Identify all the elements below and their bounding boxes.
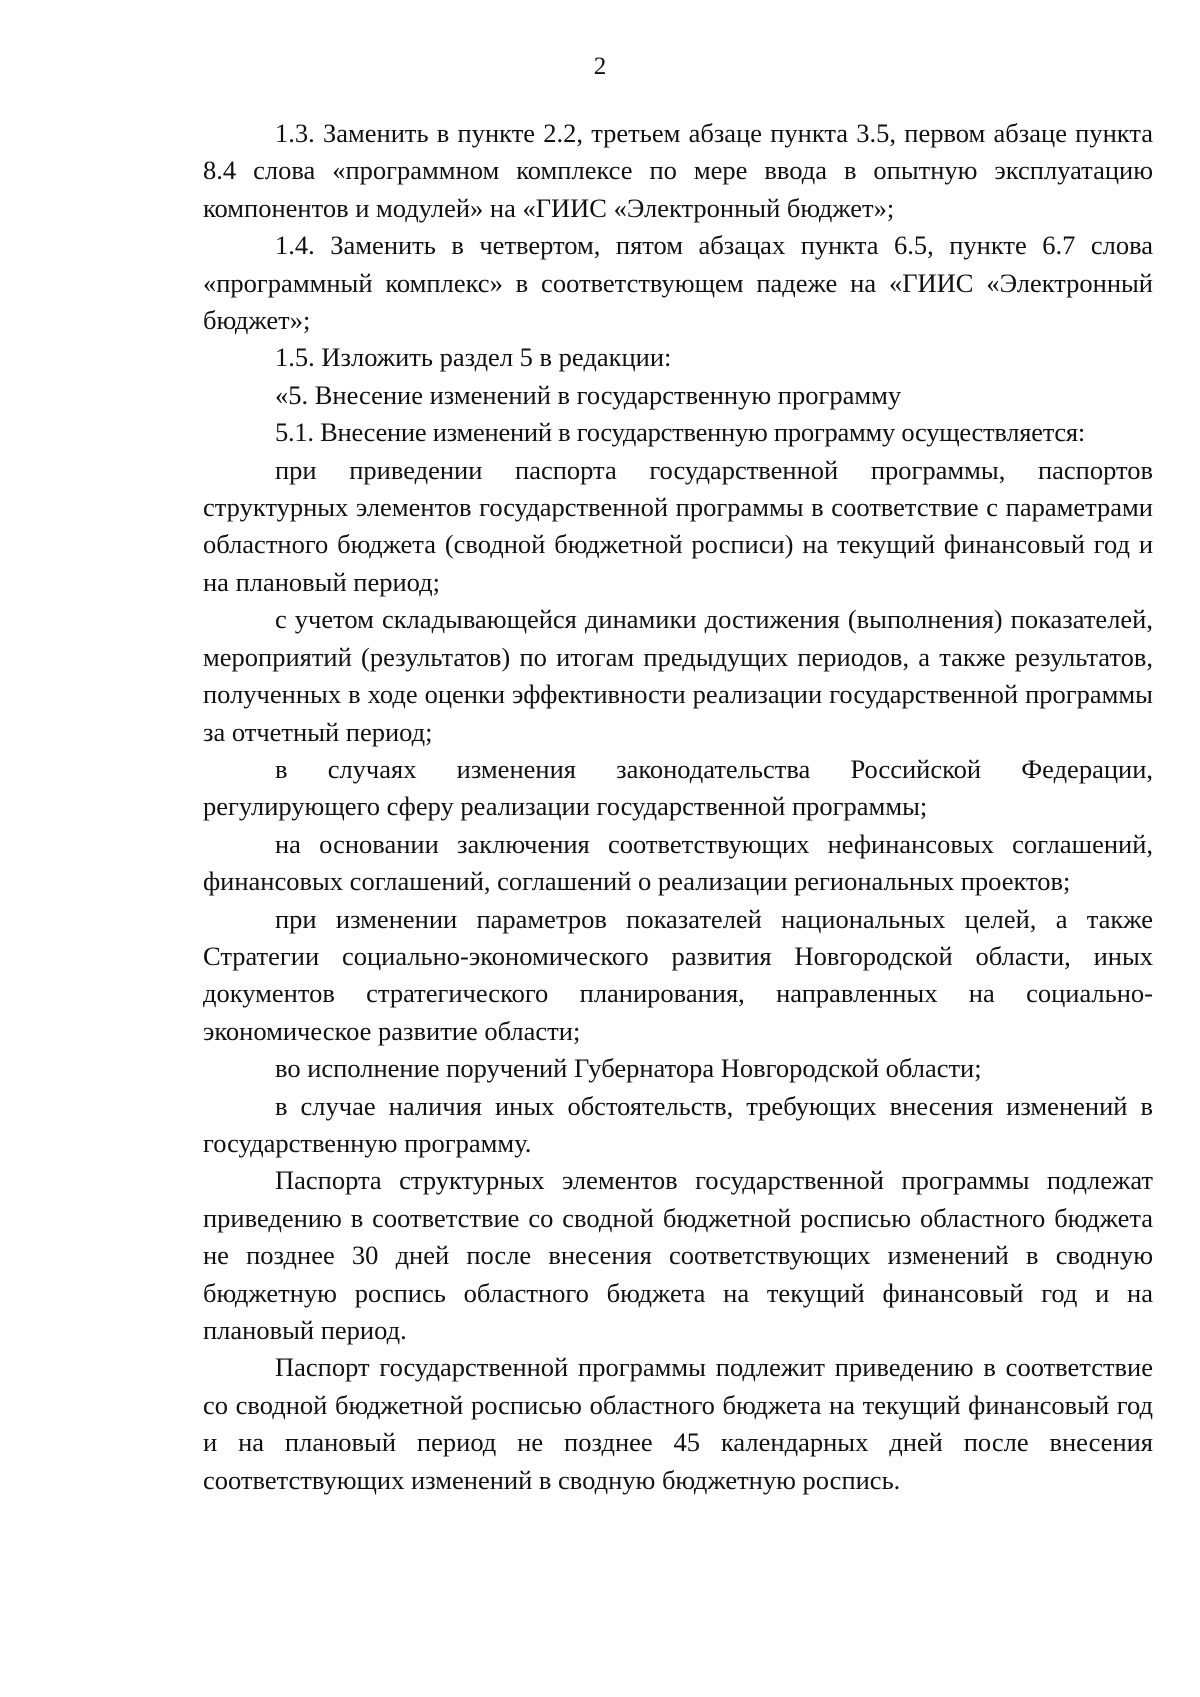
paragraph-program-passport: Паспорт государственной программы подлежит приведению в соответствие со сводной бюджетной росписью областного бюджета на текущий финансовый год и на плановый период не позднее 45 календарных дней после внесения соответствующих изменений в сводную бюджетную роспись. [203,1352,1153,1495]
section-5-heading: «5. Внесение изменений в государственную программу [275,379,902,410]
paragraph-5-1: 5.1. Внесение изменений в государственную программу осуществляется: [275,417,1085,448]
list-item-passport-alignment: при приведении паспорта государственной программы, паспортов структурных элементов государственной программы в соответствие с параметрами областного бюджета (сводной бюджетной росписи) на текущий финансовый год и на плановый период; [203,454,1153,597]
paragraph-1-4: 1.4. Заменить в четвертом, пятом абзацах пункта 6.5, пункте 6.7 слова «программный комплекс» в соответствующем падеже на «ГИИС «Электронный бюджет»; [203,230,1153,336]
list-item-other-circumstances: в случае наличия иных обстоятельств, требующих внесения изменений в государственную программу. [203,1090,1153,1158]
list-item-agreements: на основании заключения соответствующих нефинансовых соглашений, финансовых соглашений, соглашений о реализации региональных проектов; [203,828,1153,897]
list-item-legislation-change: в случаях изменения законодательства Российской Федерации, регулирующего сферу реализации государственной программы; [203,753,1153,822]
list-item-national-goals: при изменении параметров показателей национальных целей, а также Стратегии социально-экономического развития Новгородской области, иных документов стратегического планирования, направленных на социально-экономическое развитие области; [203,903,1153,1046]
paragraph-structural-passports: Паспорта структурных элементов государственной программы подлежат приведению в соответствие со сводной бюджетной росписью областного бюджета не позднее 30 дней после внесения соответствующих изменений в сводную бюджетную роспись областного бюджета на текущий финансовый год и на плановый период. [203,1165,1153,1345]
list-item-governor-orders: во исполнение поручений Губернатора Новгородской области; [275,1053,982,1084]
document-body [203,115,1153,1499]
list-item-indicator-dynamics: с учетом складывающейся динамики достижения (выполнения) показателей, мероприятий (результатов) по итогам предыдущих периодов, а также результатов, полученных в ходе оценки эффективности реализации государственной программы за отчетный период; [203,604,1153,747]
paragraph-1-3: 1.3. Заменить в пункте 2.2, третьем абзаце пункта 3.5, первом абзаце пункта 8.4 слова «программном комплексе по мере ввода в опытную эксплуатацию компонентов и модулей» на «ГИИС «Электронный бюджет»; [203,118,1153,223]
page-number: 2 [593,53,607,80]
paragraph-1-5: 1.5. Изложить раздел 5 в редакции: [275,342,672,373]
